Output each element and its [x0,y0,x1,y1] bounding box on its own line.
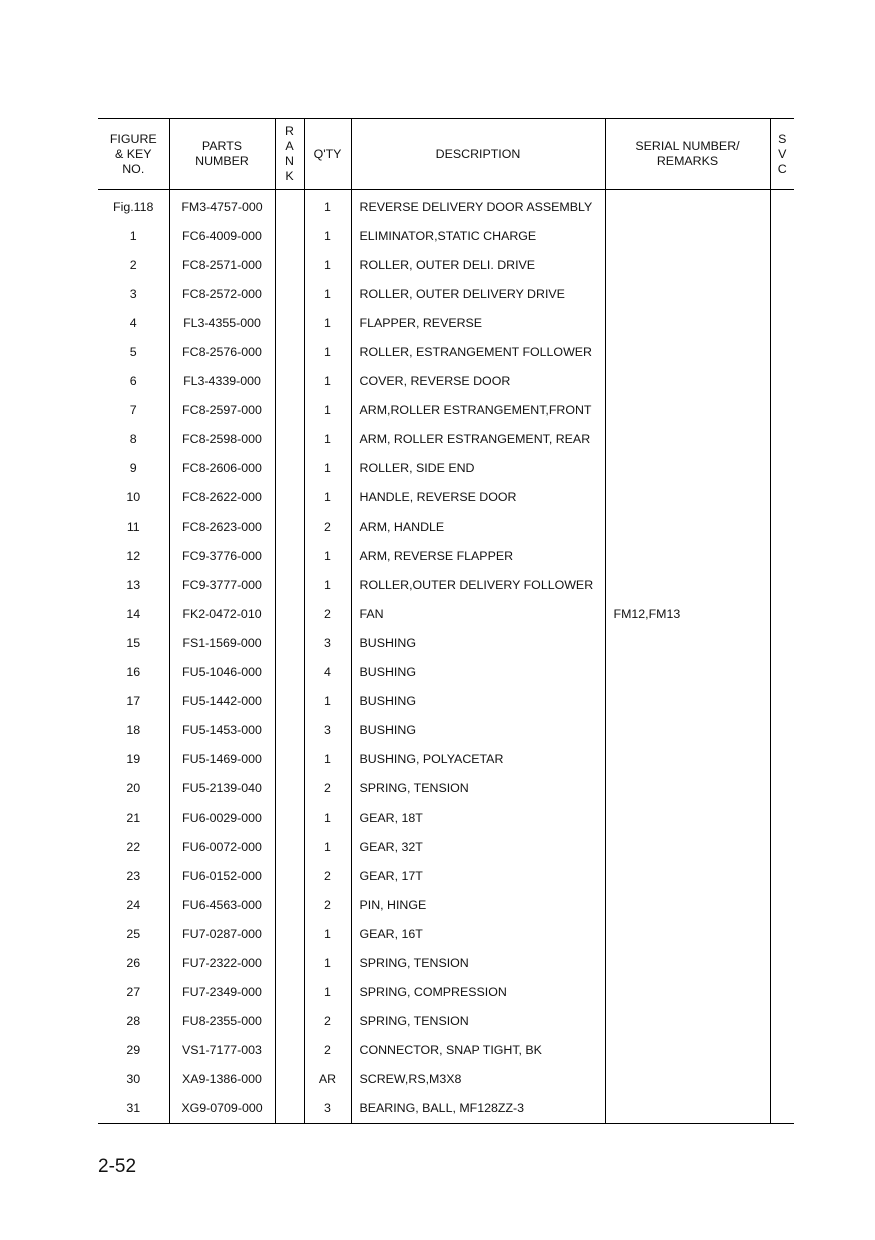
header-line: A [285,139,294,153]
serial-remarks-cell [605,454,770,483]
description-cell: SPRING, TENSION [351,1007,605,1036]
part-number-cell: FC8-2597-000 [169,396,275,425]
rank-cell [275,279,304,308]
svc-cell [770,425,794,454]
part-number-cell: FU5-1453-000 [169,716,275,745]
rank-cell [275,396,304,425]
table-row [98,221,794,250]
qty-cell: 1 [304,425,351,454]
description-cell: ARM, ROLLER ESTRANGEMENT, REAR [351,425,605,454]
description-cell: GEAR, 16T [351,919,605,948]
figure-key-cell: 19 [126,752,141,767]
header-serial-remarks [605,119,770,190]
figure-key-cell: 15 [126,635,141,650]
qty-cell: 1 [304,483,351,512]
svc-cell [770,541,794,570]
qty-cell: 2 [304,774,351,803]
table-row [98,483,794,512]
svc-cell [770,190,794,222]
rank-cell [275,570,304,599]
description-cell: SCREW,RS,M3X8 [351,1065,605,1094]
serial-remarks-cell [605,919,770,948]
rank-cell [275,658,304,687]
qty-cell: AR [304,1065,351,1094]
serial-remarks-cell [605,774,770,803]
rank-cell [275,774,304,803]
figure-key-cell: 6 [129,374,137,389]
part-number-cell: FL3-4355-000 [169,308,275,337]
qty-cell: 1 [304,745,351,774]
header-line: FIGURE [109,131,157,146]
qty-cell: 2 [304,890,351,919]
part-number-cell: XA9-1386-000 [169,1065,275,1094]
svc-cell [770,832,794,861]
part-number-cell: FC8-2576-000 [169,337,275,366]
part-number-cell: FC9-3776-000 [169,541,275,570]
svc-cell [770,1065,794,1094]
serial-remarks-cell [605,190,770,222]
qty-cell: 4 [304,658,351,687]
rank-cell [275,1094,304,1124]
description-cell: SPRING, TENSION [351,774,605,803]
header-qty: Q'TY [304,119,351,190]
part-number-cell: FU8-2355-000 [169,1007,275,1036]
table-row [98,861,794,890]
figure-key-cell: 12 [126,548,141,563]
table-row [98,541,794,570]
description-cell: HANDLE, REVERSE DOOR [351,483,605,512]
description-cell: ARM, HANDLE [351,512,605,541]
description-cell: REVERSE DELIVERY DOOR ASSEMBLY [351,190,605,222]
figure-key-cell: 1 [129,228,137,243]
svc-cell [770,948,794,977]
rank-cell [275,687,304,716]
parts-table [98,118,794,1124]
qty-cell: 1 [304,919,351,948]
serial-remarks-cell [605,948,770,977]
header-svc [770,119,794,190]
rank-cell [275,716,304,745]
table-body [98,190,794,1124]
header-line: REMARKS [656,154,719,168]
svc-cell [770,774,794,803]
header-line: C [777,161,787,176]
table-row [98,978,794,1007]
svc-cell [770,396,794,425]
rank-cell [275,978,304,1007]
qty-cell: 1 [304,570,351,599]
figure-key-cell: 4 [129,315,137,330]
serial-remarks-cell [605,1036,770,1065]
serial-remarks-cell [605,221,770,250]
figure-key-cell: 9 [129,461,137,476]
part-number-cell: FC8-2571-000 [169,250,275,279]
figure-key-cell: 11 [126,519,140,534]
rank-cell [275,1036,304,1065]
figure-key-cell: 3 [129,286,137,301]
qty-cell: 1 [304,454,351,483]
serial-remarks-cell [605,716,770,745]
part-number-cell: FC8-2623-000 [169,512,275,541]
header-parts-number [169,119,275,190]
qty-cell: 2 [304,599,351,628]
description-cell: ARM, REVERSE FLAPPER [351,541,605,570]
svc-cell [770,279,794,308]
figure-key-cell: 22 [126,839,141,854]
figure-key-cell: 25 [126,926,141,941]
part-number-cell: FU6-4563-000 [169,890,275,919]
rank-cell [275,1007,304,1036]
description-cell: BUSHING [351,687,605,716]
description-cell: FAN [351,599,605,628]
rank-cell [275,919,304,948]
svc-cell [770,919,794,948]
serial-remarks-cell [605,1094,770,1124]
qty-cell: 1 [304,221,351,250]
part-number-cell: FU7-2349-000 [169,978,275,1007]
serial-remarks-cell [605,890,770,919]
qty-cell: 3 [304,716,351,745]
serial-remarks-cell [605,1065,770,1094]
description-cell: FLAPPER, REVERSE [351,308,605,337]
qty-cell: 1 [304,803,351,832]
header-line: R [285,124,294,138]
qty-cell: 2 [304,1036,351,1065]
serial-remarks-cell: FM12,FM13 [605,599,770,628]
header-line: V [778,146,787,161]
serial-remarks-cell [605,250,770,279]
svc-cell [770,599,794,628]
part-number-cell: FK2-0472-010 [169,599,275,628]
header-line: N [285,154,294,168]
figure-key-cell: Fig.118 [113,199,154,214]
table-row [98,658,794,687]
svc-cell [770,745,794,774]
serial-remarks-cell [605,541,770,570]
rank-cell [275,745,304,774]
table-row [98,425,794,454]
part-number-cell: FU6-0152-000 [169,861,275,890]
table-row [98,599,794,628]
svc-cell [770,250,794,279]
figure-key-cell: 29 [126,1043,141,1058]
figure-key-cell: 2 [129,257,137,272]
part-number-cell: FC6-4009-000 [169,221,275,250]
figure-key-cell: 27 [126,985,141,1000]
qty-cell: 1 [304,337,351,366]
table-row [98,890,794,919]
svc-cell [770,628,794,657]
serial-remarks-cell [605,658,770,687]
rank-cell [275,832,304,861]
table-row [98,745,794,774]
table-row [98,1094,794,1124]
figure-key-cell: 13 [126,577,141,592]
qty-cell: 1 [304,978,351,1007]
figure-key-cell: 31 [98,1094,169,1124]
header-figure-key-no [98,119,169,190]
serial-remarks-cell [605,425,770,454]
part-number-cell: FC8-2572-000 [169,279,275,308]
rank-cell [275,628,304,657]
part-number-cell: XG9-0709-000 [169,1094,275,1124]
description-cell: BUSHING [351,628,605,657]
table-row [98,1007,794,1036]
figure-key-cell: 7 [129,403,137,418]
description-cell: SPRING, COMPRESSION [351,978,605,1007]
rank-cell [275,454,304,483]
table-row [98,570,794,599]
rank-cell [275,512,304,541]
part-number-cell: FU7-0287-000 [169,919,275,948]
serial-remarks-cell [605,803,770,832]
table-row [98,803,794,832]
qty-cell: 1 [304,279,351,308]
description-cell: ROLLER, OUTER DELIVERY DRIVE [351,279,605,308]
svc-cell [770,570,794,599]
qty-cell: 1 [304,250,351,279]
table-row [98,628,794,657]
qty-cell: 1 [304,308,351,337]
part-number-cell: FC8-2598-000 [169,425,275,454]
part-number-cell: FU5-1469-000 [169,745,275,774]
svc-cell [770,483,794,512]
description-cell: ROLLER, ESTRANGEMENT FOLLOWER [351,337,605,366]
svc-cell [770,687,794,716]
rank-cell [275,367,304,396]
figure-key-cell: 26 [126,955,141,970]
table-row [98,337,794,366]
figure-key-cell: 10 [126,490,141,505]
table-row [98,919,794,948]
header-line: SERIAL NUMBER/ [635,139,740,153]
part-number-cell: FU6-0029-000 [169,803,275,832]
description-cell: BUSHING [351,658,605,687]
table-row [98,190,794,222]
part-number-cell: FS1-1569-000 [169,628,275,657]
serial-remarks-cell [605,861,770,890]
svc-cell [770,716,794,745]
qty-cell: 3 [304,628,351,657]
part-number-cell: FL3-4339-000 [169,367,275,396]
description-cell: GEAR, 17T [351,861,605,890]
part-number-cell: FU5-1046-000 [169,658,275,687]
description-cell: BUSHING, POLYACETAR [351,745,605,774]
part-number-cell: FU5-2139-040 [169,774,275,803]
qty-cell: 1 [304,948,351,977]
svc-cell [770,978,794,1007]
serial-remarks-cell [605,512,770,541]
qty-cell: 1 [304,367,351,396]
figure-key-cell: 17 [126,694,141,709]
figure-key-cell: 14 [126,606,141,621]
svc-cell [770,890,794,919]
svc-cell [770,861,794,890]
part-number-cell: FC9-3777-000 [169,570,275,599]
figure-key-cell: 20 [126,781,141,796]
description-cell: SPRING, TENSION [351,948,605,977]
table-row [98,367,794,396]
description-cell: ARM,ROLLER ESTRANGEMENT,FRONT [351,396,605,425]
figure-key-cell: 28 [126,1014,141,1029]
header-line: & KEY [114,146,152,161]
description-cell: PIN, HINGE [351,890,605,919]
description-cell: CONNECTOR, SNAP TIGHT, BK [351,1036,605,1065]
figure-key-cell: 21 [126,810,141,825]
description-cell: BUSHING [351,716,605,745]
rank-cell [275,337,304,366]
table-row [98,454,794,483]
part-number-cell: VS1-7177-003 [169,1036,275,1065]
table-row [98,948,794,977]
table-row [98,1065,794,1094]
part-number-cell: FM3-4757-000 [169,190,275,222]
description-cell: ELIMINATOR,STATIC CHARGE [351,221,605,250]
svc-cell [770,1036,794,1065]
rank-cell [275,861,304,890]
serial-remarks-cell [605,628,770,657]
rank-cell [275,250,304,279]
description-cell: ROLLER,OUTER DELIVERY FOLLOWER [351,570,605,599]
figure-key-cell: 8 [129,432,137,447]
rank-cell [275,803,304,832]
qty-cell: 1 [304,832,351,861]
serial-remarks-cell [605,745,770,774]
serial-remarks-cell [605,308,770,337]
svc-cell [770,367,794,396]
serial-remarks-cell [605,1007,770,1036]
description-cell: GEAR, 32T [351,832,605,861]
header-line: NUMBER [195,154,249,168]
svc-cell [770,1007,794,1036]
qty-cell: 2 [304,512,351,541]
serial-remarks-cell [605,978,770,1007]
serial-remarks-cell [605,367,770,396]
rank-cell [275,190,304,222]
table-row [98,512,794,541]
qty-cell: 3 [304,1094,351,1124]
svc-cell [770,658,794,687]
table-row [98,308,794,337]
rank-cell [275,1065,304,1094]
svc-cell [770,1094,794,1124]
part-number-cell: FC8-2606-000 [169,454,275,483]
figure-key-cell: 24 [126,897,141,912]
qty-cell: 2 [304,861,351,890]
figure-key-cell: 16 [126,665,141,680]
svc-cell [770,512,794,541]
serial-remarks-cell [605,483,770,512]
serial-remarks-cell [605,279,770,308]
header-line: K [285,169,294,183]
page-number: 2-52 [98,1156,137,1177]
figure-key-cell: 18 [126,723,141,738]
header-rank [275,119,304,190]
rank-cell [275,425,304,454]
rank-cell [275,221,304,250]
part-number-cell: FC8-2622-000 [169,483,275,512]
svc-cell [770,221,794,250]
header-description: DESCRIPTION [351,119,605,190]
serial-remarks-cell [605,832,770,861]
rank-cell [275,308,304,337]
table-row [98,250,794,279]
serial-remarks-cell [605,396,770,425]
table-row [98,396,794,425]
rank-cell [275,483,304,512]
svc-cell [770,337,794,366]
serial-remarks-cell [605,687,770,716]
part-number-cell: FU6-0072-000 [169,832,275,861]
table-row [98,774,794,803]
serial-remarks-cell [605,337,770,366]
qty-cell: 1 [304,687,351,716]
qty-cell: 1 [304,190,351,222]
svc-cell [770,308,794,337]
table-row [98,687,794,716]
figure-key-cell: 5 [129,345,137,360]
description-cell: BEARING, BALL, MF128ZZ-3 [351,1094,605,1124]
part-number-cell: FU7-2322-000 [169,948,275,977]
serial-remarks-cell [605,570,770,599]
table-header [98,119,794,190]
part-number-cell: FU5-1442-000 [169,687,275,716]
header-line: S [778,131,787,146]
table-row [98,279,794,308]
header-line: PARTS [201,139,243,153]
figure-key-cell: 30 [126,1072,141,1087]
qty-cell: 2 [304,1007,351,1036]
table-row [98,716,794,745]
figure-key-cell: 23 [126,868,141,883]
description-cell: ROLLER, SIDE END [351,454,605,483]
table-row [98,1036,794,1065]
rank-cell [275,948,304,977]
description-cell: ROLLER, OUTER DELI. DRIVE [351,250,605,279]
description-cell: COVER, REVERSE DOOR [351,367,605,396]
qty-cell: 1 [304,541,351,570]
description-cell: GEAR, 18T [351,803,605,832]
svc-cell [770,803,794,832]
rank-cell [275,599,304,628]
rank-cell [275,890,304,919]
svc-cell [770,454,794,483]
rank-cell [275,541,304,570]
header-line: NO. [122,161,145,176]
qty-cell: 1 [304,396,351,425]
table-row [98,832,794,861]
